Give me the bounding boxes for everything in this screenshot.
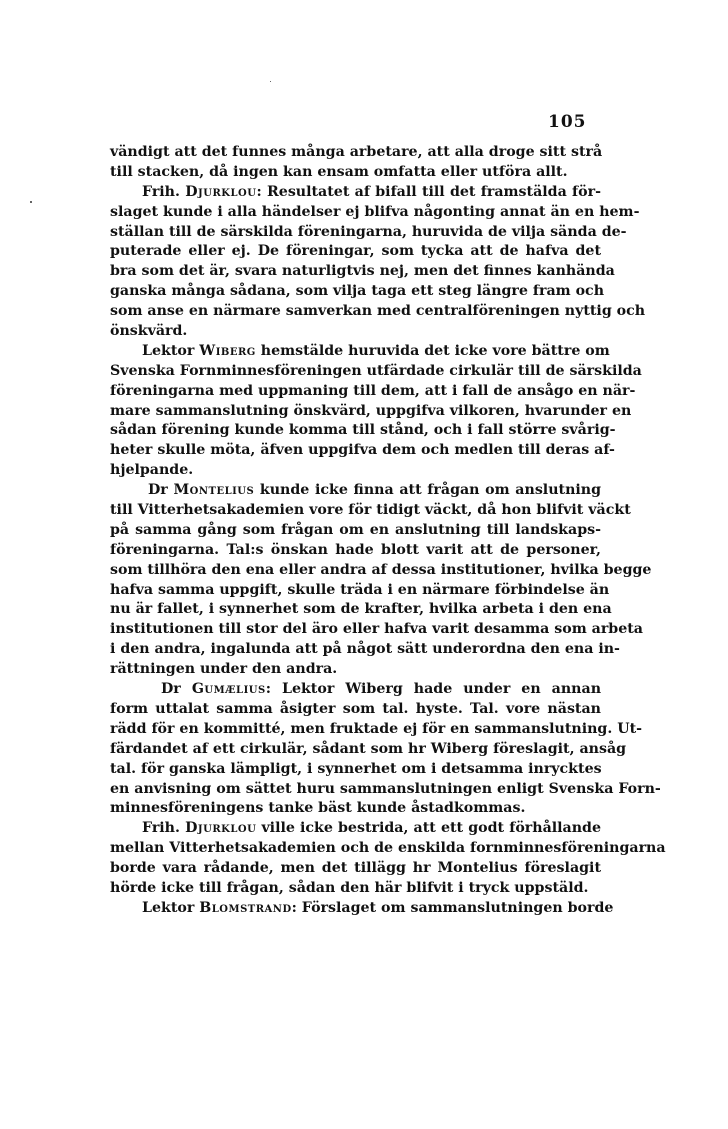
speech-text: : Förslaget om sammanslutningen borde: [291, 899, 614, 916]
text-line: mare sammanslutning önskvärd, uppgifva vilkoren, hvarunder en: [110, 402, 632, 419]
speaker-title: Frih.: [142, 820, 186, 837]
text-line: form uttalat samma åsigter som tal. hyste. Tal. vore nästan: [110, 700, 601, 717]
text-line: slaget kunde i alla händelser ej blifva någonting annat än en hem-: [110, 203, 640, 220]
scan-speck: [270, 81, 271, 82]
speech-text: hemstälde huruvida det icke vore bättre om: [255, 342, 610, 359]
text-line: i den andra, ingalunda att på något sätt underordna den ena in-: [110, 641, 620, 658]
text-line: som anse en närmare samverkan med centralföreningen nyttig och: [110, 303, 646, 320]
speaker-name: Blomstrand: [199, 899, 292, 916]
speech-text: ville icke bestrida, att ett godt förhållande: [256, 820, 601, 837]
text-line: som tillhöra den ena eller andra af dessa institutioner, hvilka begge: [110, 561, 652, 578]
text-line: bra som det är, svara naturligtvis nej, men det finnes kanhända: [110, 263, 615, 280]
text-line: nu är fallet, i synnerhet som de krafter, hvilka arbeta i den ena: [110, 601, 612, 618]
body-text: [110, 143, 666, 919]
text-line: ganska många sådana, som vilja taga ett steg längre fram och: [110, 283, 605, 300]
text-line: vändigt att det funnes många arbetare, att alla droge sitt strå: [110, 144, 603, 160]
speaker-title: Frih.: [142, 183, 186, 200]
text-line: [110, 899, 614, 919]
text-line: önskvärd.: [110, 323, 188, 340]
text-line: [110, 183, 601, 203]
text-line: på samma gång som frågan om en anslutning till landskaps-: [110, 521, 601, 538]
scan-speck: [30, 201, 32, 203]
speaker-title: Lektor: [142, 899, 200, 916]
text-line: tal. för ganska lämpligt, i synnerhet om i detsamma inrycktes: [110, 760, 602, 777]
text-line: till stacken, då ingen kan ensam omfatta eller utföra allt.: [110, 163, 568, 180]
text-line: [110, 819, 601, 839]
text-line: hjelpande.: [110, 462, 194, 479]
speech-text: kunde icke finna att frågan om anslutning: [254, 482, 602, 499]
speaker-name: Djurklou: [185, 820, 257, 837]
text-line: [110, 342, 610, 362]
text-line: puterade eller ej. De föreningar, som tycka att de hafva det: [110, 243, 601, 260]
text-line: Svenska Fornminnesföreningen utfärdade cirkulär till de särskilda: [110, 362, 642, 379]
text-line: föreningarna med uppmaning till dem, att i fall de ansågo en när-: [110, 382, 636, 399]
speaker-name: Wiberg: [199, 342, 256, 359]
text-line: mellan Vitterhetsakademien och de enskilda fornminnesföreningarna: [110, 840, 666, 857]
text-line: hafva samma uppgift, skulle träda i en närmare förbindelse än: [110, 581, 610, 598]
speech-text: : Resultatet af bifall till det framstälda för-: [256, 183, 601, 200]
text-line: rädd för en kommitté, men fruktade ej för en sammanslutning. Ut-: [110, 720, 643, 737]
speech-text: : Lektor Wiberg hade under en annan: [265, 681, 602, 698]
text-line: borde vara rådande, men det tillägg hr Montelius föreslagit: [110, 860, 601, 877]
text-line: föreningarna. Tal:s önskan hade blott varit att de personer,: [110, 541, 601, 558]
text-line: rättningen under den andra.: [110, 661, 338, 678]
speaker-title: Dr: [148, 482, 174, 499]
text-line: hörde icke till frågan, sådan den här blifvit i tryck uppstäld.: [110, 879, 589, 896]
text-line: [110, 481, 601, 501]
speaker-title: Lektor: [142, 342, 200, 359]
text-line: färdandet af ett cirkulär, sådant som hr Wiberg föreslagit, ansåg: [110, 740, 627, 757]
text-line: sådan förening kunde komma till stånd, och i fall större svårig-: [110, 422, 616, 439]
speaker-name: Montelius: [173, 482, 255, 499]
text-line: heter skulle möta, äfven uppgifva dem och medlen till deras af-: [110, 442, 615, 459]
text-line: [110, 680, 601, 700]
text-line: institutionen till stor del äro eller hafva varit desamma som arbeta: [110, 621, 644, 638]
speaker-name: Djurklou: [185, 183, 257, 200]
speaker-title: Dr: [161, 681, 192, 698]
text-line: till Vitterhetsakademien vore för tidigt väckt, då hon blifvit väckt: [110, 502, 631, 519]
text-line: en anvisning om sättet huru sammanslutningen enligt Svenska Forn-: [110, 780, 661, 797]
text-line: ställan till de särskilda föreningarna, huruvida de vilja sända de-: [110, 223, 627, 240]
text-line: minnesföreningens tanke bäst kunde åstadkommas.: [110, 800, 526, 817]
page-number: 105: [548, 112, 587, 132]
speaker-name: Gumælius: [191, 681, 266, 698]
